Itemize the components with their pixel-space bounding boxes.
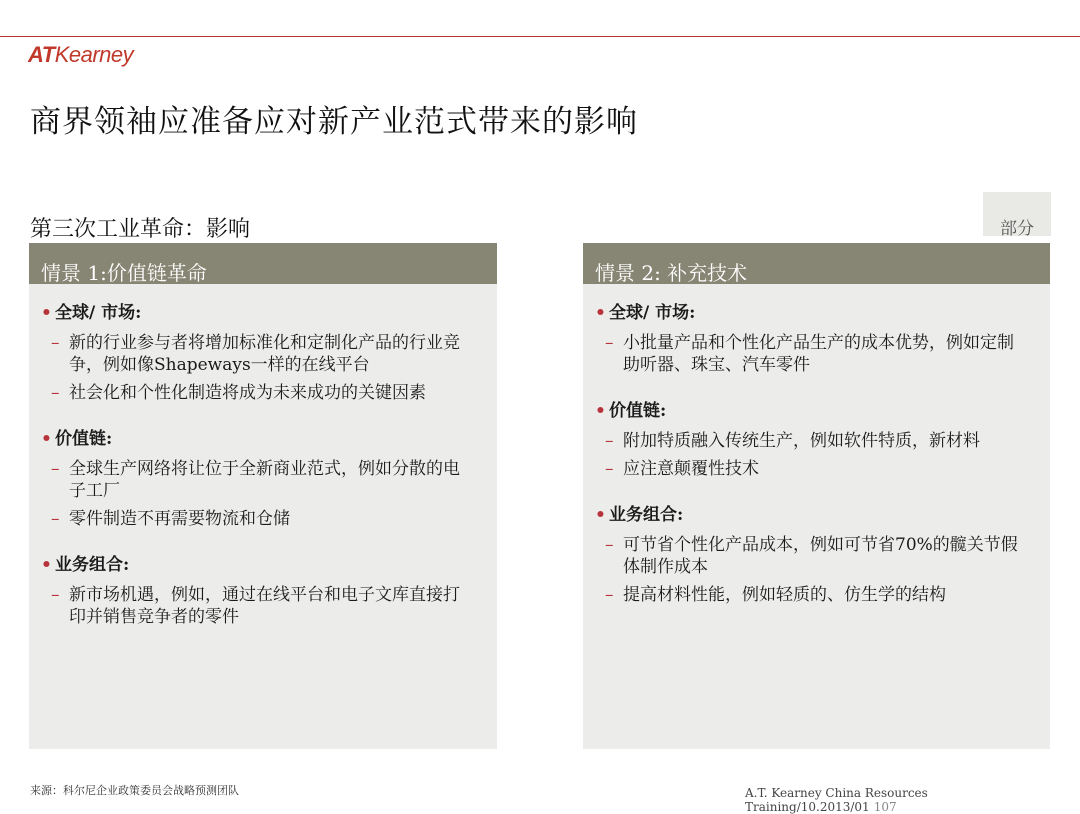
bullet-heading: • 业务组合: [41, 555, 130, 575]
scenario-1-body [29, 284, 497, 628]
scenario-1-header: 情景 1:价值链革命 [29, 243, 497, 284]
footer-info: A.T. Kearney China Resources Training/10.2013/01 107 [745, 786, 928, 814]
section-tag: 部分 [983, 192, 1051, 236]
sub-bullet: – 附加特质融入传统生产，例如软件特质，新材料 [605, 431, 980, 451]
sub-bullet: – 新的行业参与者将增加标准化和定制化产品的行业竞争，例如像Shapeways一样的在线平台 [51, 333, 460, 375]
sub-bullet: – 提高材料性能，例如轻质的、仿生学的结构 [605, 585, 946, 605]
section-title: 第三次工业革命：影响 [30, 217, 251, 242]
bullet-heading: • 全球/ 市场: [595, 303, 696, 323]
sub-bullet: – 小批量产品和个性化产品生产的成本优势，例如定制助听器、珠宝、汽车零件 [605, 333, 1014, 375]
scenario-2-panel [583, 243, 1050, 749]
bullet-heading: • 价值链: [41, 429, 113, 449]
sub-bullet: – 应注意颠覆性技术 [605, 459, 759, 479]
page-number: 107 [873, 800, 897, 814]
top-rule [0, 36, 1080, 37]
bullet-heading: • 业务组合: [595, 505, 684, 525]
atkearney-logo: ATKearney [28, 42, 134, 67]
sub-bullet: – 新市场机遇，例如，通过在线平台和电子文库直接打印并销售竞争者的零件 [51, 585, 460, 627]
sub-bullet: – 可节省个性化产品成本，例如可节省70%的髋关节假体制作成本 [605, 535, 1018, 577]
sub-bullet: – 社会化和个性化制造将成为未来成功的关键因素 [51, 383, 426, 403]
scenario-2-header: 情景 2: 补充技术 [583, 243, 1050, 284]
bullet-heading: • 价值链: [595, 401, 667, 421]
scenario-1-panel [29, 243, 497, 749]
sub-bullet: – 全球生产网络将让位于全新商业范式，例如分散的电子工厂 [51, 459, 460, 501]
sub-bullet: – 零件制造不再需要物流和仓储 [51, 509, 290, 529]
source-note: 来源：科尔尼企业政策委员会战略预测团队 [30, 784, 239, 797]
bullet-heading: • 全球/ 市场: [41, 303, 142, 323]
page-title: 商界领袖应准备应对新产业范式带来的影响 [30, 104, 638, 140]
scenario-2-body [583, 284, 1050, 606]
